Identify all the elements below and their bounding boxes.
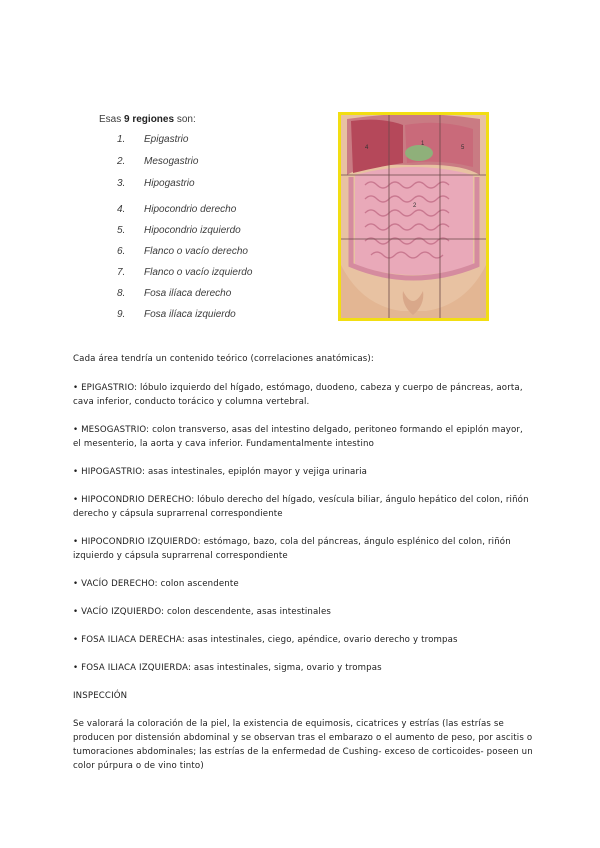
region-item-6: 6. Flanco o vacío derecho — [117, 246, 248, 257]
section-title-inspeccion: INSPECCIÓN — [73, 691, 128, 701]
figure-label-4: 4 — [365, 145, 369, 151]
paragraph-vacio-derecho: • VACÍO DERECHO: colon ascendente — [73, 579, 239, 589]
paragraph-hipocondrio-izquierdo: • HIPOCONDRIO IZQUIERDO: estómago, bazo, cola del páncreas, ángulo esplénico del colon, riñón izquierdo y cápsula suprarrenal correspondiente — [73, 537, 511, 561]
region-item-3: 3. Hipogastrio — [117, 178, 195, 189]
paragraph-epigastrio: • EPIGASTRIO: lóbulo izquierdo del hígado, estómago, duodeno, cabeza y cuerpo de páncreas, aorta, cava inferior, conducto torácico y columna vertebral. — [73, 383, 523, 407]
paragraph-hipogastrio: • HIPOGASTRIO: asas intestinales, epiplón mayor y vejiga urinaria — [73, 467, 368, 477]
regions-intro — [99, 114, 196, 125]
abdominal-regions-figure — [338, 112, 489, 321]
paragraph-vacio-izquierdo: • VACÍO IZQUIERDO: colon descendente, asas intestinales — [73, 607, 332, 617]
figure-label-1: 1 — [421, 141, 425, 147]
paragraph-fosa-iliaca-izquierda: • FOSA ILIACA IZQUIERDA: asas intestinales, sigma, ovario y trompas — [73, 663, 382, 673]
abdomen-illustration — [341, 115, 486, 318]
paragraph-inspeccion: Se valorará la coloración de la piel, la existencia de equimosis, cicatrices y estrías (las estrías se producen por distensión abdominal y se observan tras el embarazo o el aumento de peso, por ascitis o tumoraciones abdominales; las estrías de la enfermedad de Cushing- exceso de corticoides- poseen un color púrpura o de vino tinto) — [73, 719, 533, 771]
paragraph-mesogastrio: • MESOGASTRIO: colon transverso, asas del intestino delgado, peritoneo formando el epiplón mayor, el mesenterio, la aorta y cava inferior. Fundamentalmente intestino — [73, 425, 523, 449]
paragraph-fosa-iliaca-derecha: • FOSA ILIACA DERECHA: asas intestinales, ciego, apéndice, ovario derecho y trompas — [73, 635, 458, 645]
intro-suffix: son: — [174, 114, 196, 125]
intro-paragraph: Cada área tendría un contenido teórico (correlaciones anatómicas): — [73, 354, 374, 364]
region-item-2: 2. Mesogastrio — [117, 156, 199, 167]
region-item-8: 8. Fosa ilíaca derecho — [117, 288, 232, 299]
region-item-4: 4. Hipocondrio derecho — [117, 204, 237, 215]
intro-prefix: Esas — [99, 114, 125, 125]
region-item-7: 7. Flanco o vacío izquierdo — [117, 267, 253, 278]
region-item-1: 1. Epigastrio — [117, 134, 189, 145]
figure-label-2: 2 — [413, 203, 417, 209]
region-item-5: 5. Hipocondrio izquierdo — [117, 225, 241, 236]
figure-label-5: 5 — [461, 145, 465, 151]
region-item-9: 9. Fosa ilíaca izquierdo — [117, 309, 236, 320]
paragraph-hipocondrio-derecho: • HIPOCONDRIO DERECHO: lóbulo derecho del hígado, vesícula biliar, ángulo hepático del colon, riñón derecho y cápsula suprarrenal correspondiente — [73, 495, 529, 519]
intro-bold: 9 regiones — [124, 114, 175, 125]
